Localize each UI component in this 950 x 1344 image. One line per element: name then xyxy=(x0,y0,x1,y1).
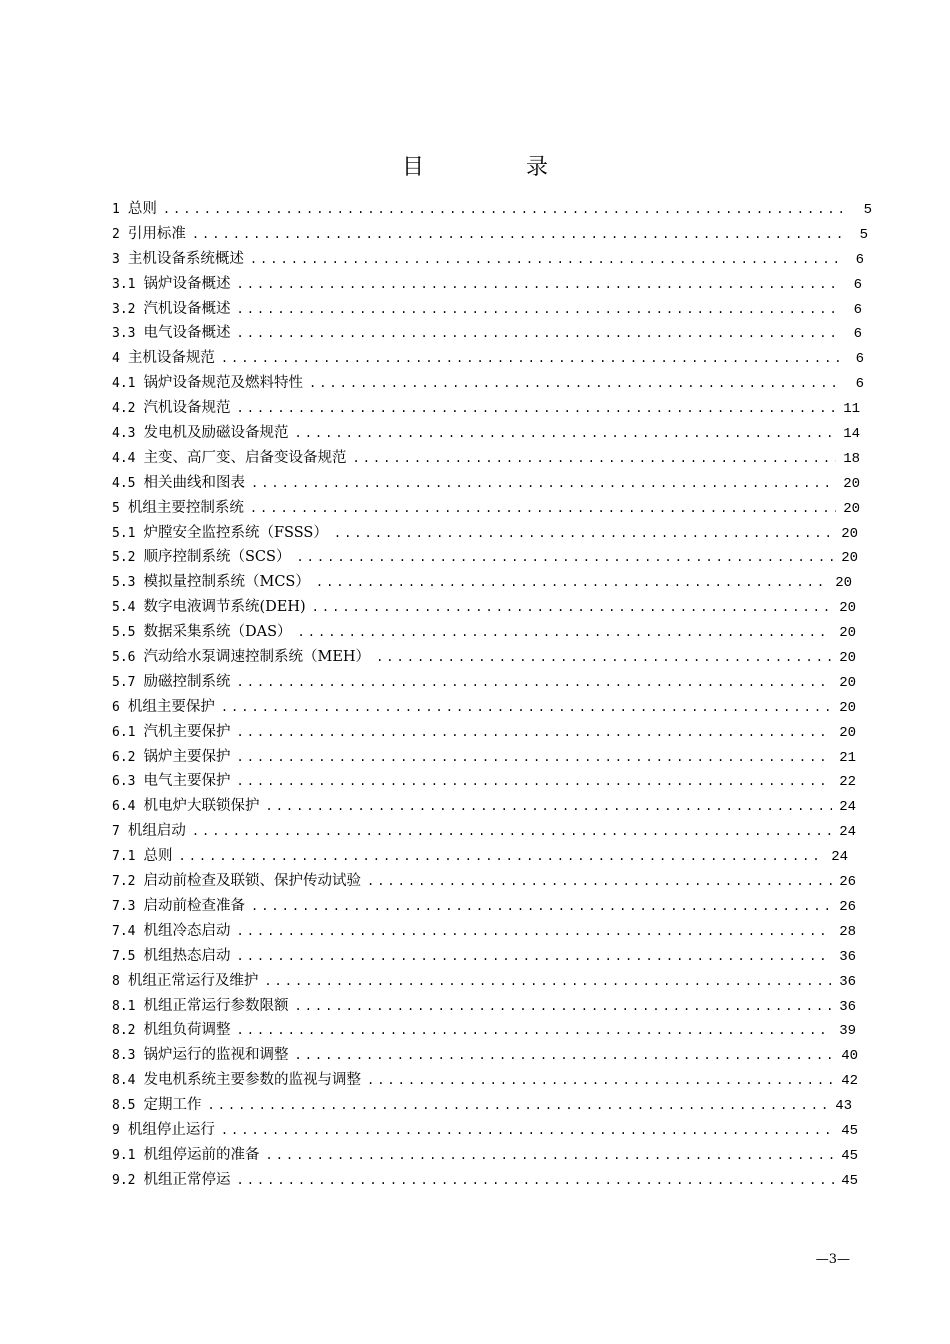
toc-entry-page: 39 xyxy=(839,1023,856,1040)
toc-entry-title: 锅炉设备规范及燃料特性 xyxy=(143,375,303,392)
toc-entry[interactable] xyxy=(112,994,872,1019)
toc-entry-page: 40 xyxy=(841,1048,858,1065)
toc-entry-number: 5 xyxy=(112,500,120,516)
toc-entry-title: 机组主要保护 xyxy=(127,698,215,715)
toc-entry-number: 3.2 xyxy=(112,301,136,317)
toc-leader-dots xyxy=(236,1018,832,1043)
toc-leader-dots xyxy=(207,1093,828,1118)
toc-entry-title: 机组热态启动 xyxy=(143,947,231,964)
toc-entry-page: 6 xyxy=(853,276,862,293)
toc-entry-number: 5.4 xyxy=(112,600,136,616)
toc-entry-number: 4.2 xyxy=(112,401,136,417)
toc-entry-title: 汽机主要保护 xyxy=(143,723,231,740)
toc-entry-title: 数据采集系统（DAS） xyxy=(143,624,292,641)
toc-entry-number: 5.5 xyxy=(112,625,136,641)
toc-leader-dots xyxy=(236,670,832,695)
toc-entry-title: 电气主要保护 xyxy=(143,773,231,790)
toc-leader-dots xyxy=(236,944,832,969)
toc-entry-title: 炉膛安全监控系统（FSSS） xyxy=(143,524,328,541)
toc-entry-page: 6 xyxy=(853,301,862,318)
toc-entry-page: 20 xyxy=(839,724,856,741)
toc-entry-number: 6.4 xyxy=(112,799,136,815)
toc-entry[interactable] xyxy=(112,1018,872,1043)
toc-entry-number: 3 xyxy=(112,251,120,267)
toc-entry-number: 3.1 xyxy=(112,276,136,292)
toc-leader-dots xyxy=(250,247,840,272)
toc-entry[interactable] xyxy=(112,695,872,720)
toc-leader-dots xyxy=(309,371,840,396)
toc-leader-dots xyxy=(376,645,832,670)
toc-entry[interactable] xyxy=(112,197,872,222)
toc-entry-page: 36 xyxy=(839,948,856,965)
toc-entry-number: 7.5 xyxy=(112,948,136,964)
toc-entry-title: 总则 xyxy=(127,201,157,217)
toc-entry[interactable] xyxy=(112,670,872,695)
toc-entry-title: 汽机设备概述 xyxy=(143,300,231,317)
toc-leader-dots xyxy=(236,272,838,297)
toc-leader-dots xyxy=(367,869,832,894)
toc-entry-number: 2 xyxy=(112,226,120,242)
toc-leader-dots xyxy=(265,1143,834,1168)
toc-entry[interactable] xyxy=(112,844,872,869)
toc-entry-page: 36 xyxy=(839,998,856,1015)
toc-entry[interactable] xyxy=(112,1168,872,1193)
toc-entry[interactable] xyxy=(112,645,872,670)
toc-entry-number: 8.2 xyxy=(112,1023,136,1039)
toc-entry-number: 4.3 xyxy=(112,426,136,442)
toc-entry-title: 锅炉主要保护 xyxy=(143,748,231,765)
toc-entry-title: 启动前检查准备 xyxy=(143,897,245,914)
toc-entry-number: 1 xyxy=(112,202,120,217)
toc-entry-page: 24 xyxy=(831,849,848,866)
toc-entry-title: 汽机设备规范 xyxy=(143,400,231,417)
toc-entry[interactable] xyxy=(112,272,872,297)
toc-entry-number: 7.2 xyxy=(112,874,136,890)
toc-entry-number: 6 xyxy=(112,699,120,715)
toc-leader-dots xyxy=(298,620,832,645)
toc-entry-number: 4.5 xyxy=(112,475,136,491)
toc-entry-page: 5 xyxy=(863,202,872,218)
toc-entry-number: 5.3 xyxy=(112,575,136,591)
toc-entry-title: 机组停运前的准备 xyxy=(143,1146,260,1163)
toc-entry-number: 9 xyxy=(112,1122,120,1138)
toc-leader-dots xyxy=(221,1118,834,1143)
toc-entry-page: 6 xyxy=(855,251,864,268)
toc-entry-page: 43 xyxy=(835,1098,852,1115)
toc-leader-dots xyxy=(251,471,836,496)
toc-entry[interactable] xyxy=(112,321,872,346)
toc-leader-dots xyxy=(265,794,832,819)
toc-entry-title: 模拟量控制系统（MCS） xyxy=(143,574,310,591)
toc-entry[interactable] xyxy=(112,944,872,969)
toc-entry-number: 7.1 xyxy=(112,849,136,865)
toc-entry[interactable] xyxy=(112,446,872,471)
toc-entry-number: 5.2 xyxy=(112,550,136,566)
toc-entry-title: 机组正常运行参数限额 xyxy=(143,997,289,1014)
toc-entry-page: 6 xyxy=(855,376,864,393)
toc-entry-title: 汽动给水泵调速控制系统（MEH） xyxy=(143,649,371,666)
toc-entry[interactable] xyxy=(112,471,872,496)
toc-entry[interactable] xyxy=(112,1118,872,1143)
toc-entry-number: 5.7 xyxy=(112,674,136,690)
toc-leader-dots xyxy=(221,695,832,720)
toc-leader-dots xyxy=(221,346,840,371)
toc-entry-title: 机组启动 xyxy=(127,823,186,840)
toc-entry-title: 锅炉运行的监视和调整 xyxy=(143,1047,289,1064)
toc-entry-page: 36 xyxy=(839,973,856,990)
toc-entry-page: 6 xyxy=(853,326,862,343)
toc-entry-title: 机组主要控制系统 xyxy=(127,499,244,516)
toc-entry[interactable] xyxy=(112,247,872,272)
toc-leader-dots xyxy=(236,321,838,346)
toc-entry-title: 主变、高厂变、启备变设备规范 xyxy=(143,449,347,466)
toc-entry[interactable] xyxy=(112,1093,872,1118)
toc-leader-dots xyxy=(294,421,836,446)
toc-entry-title: 顺序控制系统（SCS） xyxy=(143,549,291,566)
toc-entry-title: 机组正常停运 xyxy=(143,1171,231,1188)
toc-entry-page: 20 xyxy=(839,600,856,617)
toc-entry-title: 主机设备规范 xyxy=(127,350,215,367)
toc-entry-title: 锅炉设备概述 xyxy=(143,275,231,292)
toc-leader-dots xyxy=(236,396,836,421)
toc-entry[interactable] xyxy=(112,222,872,247)
toc-entry[interactable] xyxy=(112,1143,872,1168)
toc-entry-page: 24 xyxy=(839,799,856,816)
toc-entry-title: 主机设备系统概述 xyxy=(127,250,244,267)
toc-leader-dots xyxy=(192,222,844,247)
toc-entry-title: 总则 xyxy=(143,848,173,865)
toc-entry-page: 45 xyxy=(841,1172,858,1189)
toc-entry-title: 机组停止运行 xyxy=(127,1121,215,1138)
toc-entry-number: 4.1 xyxy=(112,376,136,392)
toc-entry-number: 7.3 xyxy=(112,898,136,914)
toc-entry-number: 8.3 xyxy=(112,1048,136,1064)
toc-entry-page: 20 xyxy=(843,475,860,492)
toc-entry-number: 7 xyxy=(112,824,120,840)
toc-leader-dots xyxy=(352,446,836,471)
toc-leader-dots xyxy=(251,894,832,919)
toc-entry-number: 8 xyxy=(112,973,120,989)
toc-entry-number: 6.1 xyxy=(112,724,136,740)
table-of-contents xyxy=(112,197,872,1193)
toc-entry[interactable] xyxy=(112,969,872,994)
toc-leader-dots xyxy=(250,496,836,521)
toc-entry-number: 5.1 xyxy=(112,525,136,541)
toc-leader-dots xyxy=(367,1068,834,1093)
toc-entry-page: 20 xyxy=(843,500,860,517)
toc-entry-number: 4 xyxy=(112,351,120,367)
toc-entry-page: 26 xyxy=(839,898,856,915)
toc-leader-dots xyxy=(236,919,832,944)
toc-entry-page: 20 xyxy=(841,525,858,542)
toc-entry-title: 引用标准 xyxy=(127,225,186,242)
toc-leader-dots xyxy=(236,769,832,794)
toc-entry[interactable] xyxy=(112,545,872,570)
toc-entry-page: 11 xyxy=(843,401,860,418)
toc-entry[interactable] xyxy=(112,769,872,794)
toc-entry-title: 发电机及励磁设备规范 xyxy=(143,425,289,442)
toc-entry[interactable] xyxy=(112,1068,872,1093)
toc-entry[interactable] xyxy=(112,421,872,446)
toc-entry-page: 20 xyxy=(839,674,856,691)
toc-entry[interactable] xyxy=(112,396,872,421)
toc-leader-dots xyxy=(192,819,832,844)
toc-entry-title: 机组负荷调整 xyxy=(143,1022,231,1039)
toc-entry[interactable] xyxy=(112,720,872,745)
toc-entry-page: 21 xyxy=(839,749,856,766)
toc-entry-number: 8.4 xyxy=(112,1073,136,1089)
toc-entry[interactable] xyxy=(112,595,872,620)
toc-entry-title: 机组正常运行及维护 xyxy=(127,972,259,989)
toc-leader-dots xyxy=(264,969,832,994)
toc-entry[interactable] xyxy=(112,894,872,919)
toc-entry[interactable] xyxy=(112,521,872,546)
toc-entry-title: 发电机系统主要参数的监视与调整 xyxy=(143,1072,361,1089)
toc-entry-title: 励磁控制系统 xyxy=(143,673,231,690)
toc-entry-number: 6.2 xyxy=(112,749,136,765)
toc-entry-page: 45 xyxy=(841,1147,858,1164)
toc-entry-page: 42 xyxy=(841,1073,858,1090)
toc-leader-dots xyxy=(316,570,828,595)
toc-entry[interactable] xyxy=(112,919,872,944)
toc-entry-number: 9.1 xyxy=(112,1147,136,1163)
toc-entry-page: 24 xyxy=(839,824,856,841)
toc-entry-title: 数字电液调节系统(DEH) xyxy=(143,599,306,616)
toc-entry-number: 5.6 xyxy=(112,650,136,666)
toc-entry[interactable] xyxy=(112,620,872,645)
toc-leader-dots xyxy=(334,521,834,546)
toc-entry-number: 8.1 xyxy=(112,998,136,1014)
toc-entry-title: 电气设备概述 xyxy=(143,325,231,342)
toc-entry-number: 7.4 xyxy=(112,923,136,939)
toc-entry-title: 启动前检查及联锁、保护传动试验 xyxy=(143,873,361,890)
toc-entry-title: 机组冷态启动 xyxy=(143,922,231,939)
toc-entry-page: 20 xyxy=(835,575,852,592)
toc-leader-dots xyxy=(294,1043,834,1068)
toc-entry-title: 相关曲线和图表 xyxy=(143,474,245,491)
toc-leader-dots xyxy=(236,720,832,745)
toc-entry[interactable] xyxy=(112,496,872,521)
toc-entry-page: 20 xyxy=(839,625,856,642)
toc-entry-page: 6 xyxy=(855,351,864,368)
toc-entry-page: 20 xyxy=(841,550,858,567)
toc-leader-dots xyxy=(296,545,834,570)
toc-entry[interactable] xyxy=(112,297,872,322)
toc-entry-number: 9.2 xyxy=(112,1172,136,1188)
toc-entry-page: 14 xyxy=(843,426,860,443)
toc-leader-dots xyxy=(294,994,832,1019)
toc-entry-title: 机电炉大联锁保护 xyxy=(143,798,260,815)
document-title: 目 录 xyxy=(401,155,588,180)
toc-entry-page: 20 xyxy=(839,699,856,716)
toc-entry-number: 3.3 xyxy=(112,326,136,342)
toc-entry[interactable] xyxy=(112,371,872,396)
toc-entry-number: 4.4 xyxy=(112,450,136,466)
toc-entry-number: 6.3 xyxy=(112,774,136,790)
toc-entry-page: 5 xyxy=(859,226,868,243)
page-number: —3— xyxy=(815,1252,850,1267)
toc-leader-dots xyxy=(236,297,838,322)
toc-entry[interactable] xyxy=(112,570,872,595)
toc-entry[interactable] xyxy=(112,819,872,844)
toc-entry[interactable] xyxy=(112,346,872,371)
toc-entry-page: 45 xyxy=(841,1122,858,1139)
toc-entry-page: 26 xyxy=(839,874,856,891)
toc-leader-dots xyxy=(312,595,832,620)
toc-entry-page: 28 xyxy=(839,923,856,940)
toc-entry[interactable] xyxy=(112,869,872,894)
toc-entry[interactable] xyxy=(112,794,872,819)
toc-entry-title: 定期工作 xyxy=(143,1097,202,1114)
toc-leader-dots xyxy=(236,745,832,770)
toc-entry-number: 8.5 xyxy=(112,1098,136,1114)
toc-leader-dots xyxy=(236,1168,834,1193)
toc-leader-dots xyxy=(163,197,848,222)
toc-entry[interactable] xyxy=(112,745,872,770)
toc-leader-dots xyxy=(178,844,824,869)
toc-entry-page: 22 xyxy=(839,774,856,791)
toc-entry[interactable] xyxy=(112,1043,872,1068)
toc-entry-page: 20 xyxy=(839,650,856,667)
toc-entry-page: 18 xyxy=(843,450,860,467)
